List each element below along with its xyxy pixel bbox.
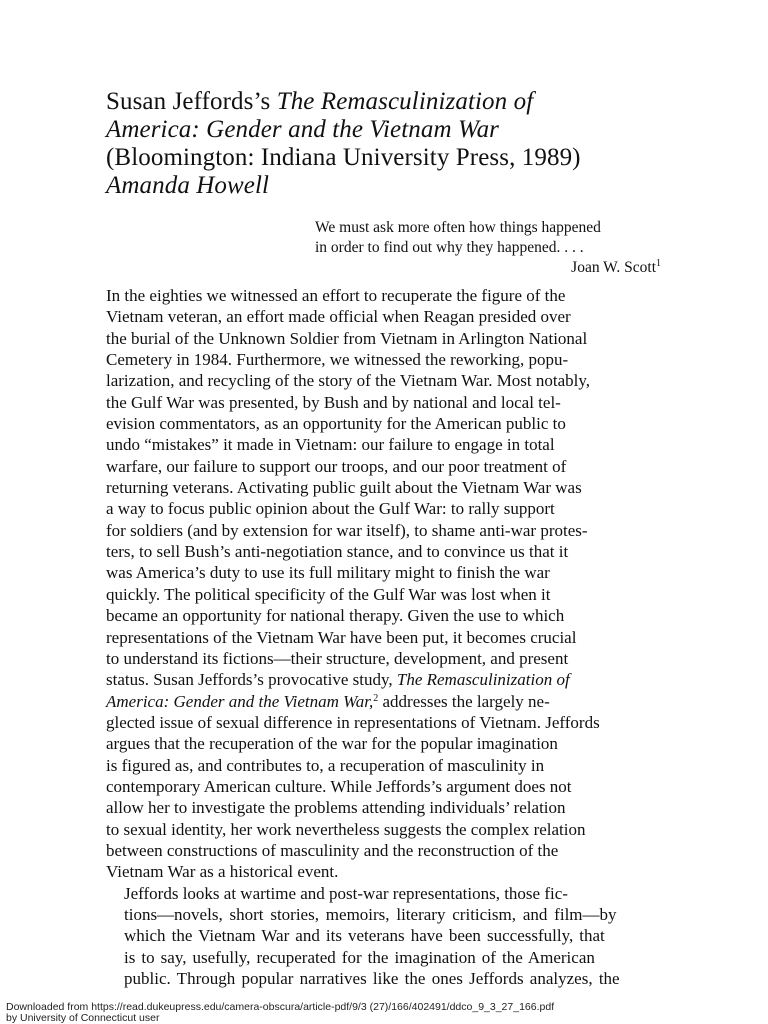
body-line: to sexual identity, her work nevertheless suggests the complex relation xyxy=(106,819,586,839)
body-line: contemporary American culture. While Jeffords’s argument does not xyxy=(106,776,572,796)
body-line: for soldiers (and by extension for war itself), to shame anti-war protes- xyxy=(106,520,588,540)
body-line: ters, to sell Bush’s anti-negotiation stance, and to convince us that it xyxy=(106,542,569,562)
body-line: a way to focus public opinion about the Gulf War: to rally support xyxy=(106,499,555,519)
body-line: undo “mistakes” it made in Vietnam: our failure to engage in total xyxy=(106,435,555,455)
footer-user-line: by University of Connecticut user xyxy=(6,1012,160,1024)
epigraph-attribution xyxy=(315,258,661,278)
body-line: larization, and recycling of the story of the Vietnam War. Most notably, xyxy=(106,371,591,391)
download-footer xyxy=(6,1002,746,1024)
body-line: Jeffords looks at wartime and post-war representations, those fic- xyxy=(124,883,568,903)
body-line-with-title xyxy=(106,669,662,690)
body-line: glected issue of sexual difference in representations of Vietnam. Jeffords xyxy=(106,712,600,732)
body-line: argues that the recuperation of the war for the popular imagination xyxy=(106,734,558,754)
epigraph-attribution-name: Joan W. Scott xyxy=(571,259,656,276)
body-line: Cemetery in 1984. Furthermore, we witnessed the reworking, popu- xyxy=(106,350,569,370)
body-line: the burial of the Unknown Soldier from Vietnam in Arlington National xyxy=(106,328,588,348)
body-line: Vietnam War as a historical event. xyxy=(106,862,339,882)
epigraph-line-1: We must ask more often how things happened xyxy=(315,219,601,236)
footer-download-line: Downloaded from https://read.dukeupress.edu/camera-obscura/article-pdf/9/3 (27)/166/402491/ddco_9_3_27_166.pdf xyxy=(6,1001,555,1013)
body-line: quickly. The political specificity of the Gulf War was lost when it xyxy=(106,584,551,604)
body-line: returning veterans. Activating public guilt about the Vietnam War was xyxy=(106,478,582,498)
article-author: Amanda Howell xyxy=(106,172,270,199)
epigraph xyxy=(315,218,661,278)
body-line: Vietnam veteran, an effort made official when Reagan presided over xyxy=(106,307,571,327)
article-title-block xyxy=(106,88,666,200)
body-line: public. Through popular narratives like the ones Jeffords analyzes, the xyxy=(124,969,620,988)
cited-book-title: The Remasculinization of xyxy=(396,670,570,690)
paragraph-1 xyxy=(106,285,662,883)
body-line: which the Vietnam War and its veterans have been successfully, that xyxy=(124,926,605,946)
title-line-2: America: Gender and the Vietnam War xyxy=(106,116,500,143)
body-line: warfare, our failure to support our troops, and our poor treatment of xyxy=(106,456,567,476)
body-line: to understand its fictions—their structure, development, and present xyxy=(106,648,569,668)
title-book-italic-1: The Remasculinization of xyxy=(276,88,534,115)
title-author: Susan Jeffords’s xyxy=(106,88,277,115)
article-body xyxy=(106,285,662,989)
body-line: allow her to investigate the problems attending individuals’ relation xyxy=(106,798,566,818)
cited-book-title-cont: America: Gender and the Vietnam War, xyxy=(106,691,374,711)
body-line: tions—novels, short stories, memoirs, literary criticism, and film—by xyxy=(124,904,617,924)
body-line: representations of the Vietnam War have been put, it becomes crucial xyxy=(106,627,577,647)
paragraph-2 xyxy=(106,883,662,990)
title-line-1 xyxy=(106,88,666,116)
body-line: was America’s duty to use its full military might to finish the war xyxy=(106,563,550,583)
body-line: is to say, usefully, recuperated for the imagination of the American xyxy=(124,947,595,967)
footnote-marker-2: 2 xyxy=(373,692,379,704)
title-line-3: (Bloomington: Indiana University Press, 1989) xyxy=(106,144,581,171)
body-line: the Gulf War was presented, by Bush and by national and local tel- xyxy=(106,392,561,412)
body-line: became an opportunity for national therapy. Given the use to which xyxy=(106,606,565,626)
epigraph-line-2: in order to find out why they happened. . . . xyxy=(315,239,584,256)
body-text-run: addresses the largely ne- xyxy=(378,691,550,711)
footnote-marker-1: 1 xyxy=(656,258,661,269)
body-line: between constructions of masculinity and the reconstruction of the xyxy=(106,840,559,860)
body-line: In the eighties we witnessed an effort to recuperate the figure of the xyxy=(106,286,566,305)
body-line: is figured as, and contributes to, a recuperation of masculinity in xyxy=(106,755,545,775)
body-line-with-note xyxy=(106,691,662,712)
body-text-run: status. Susan Jeffords’s provocative study, xyxy=(106,670,397,690)
body-line: evision commentators, as an opportunity for the American public to xyxy=(106,414,566,434)
